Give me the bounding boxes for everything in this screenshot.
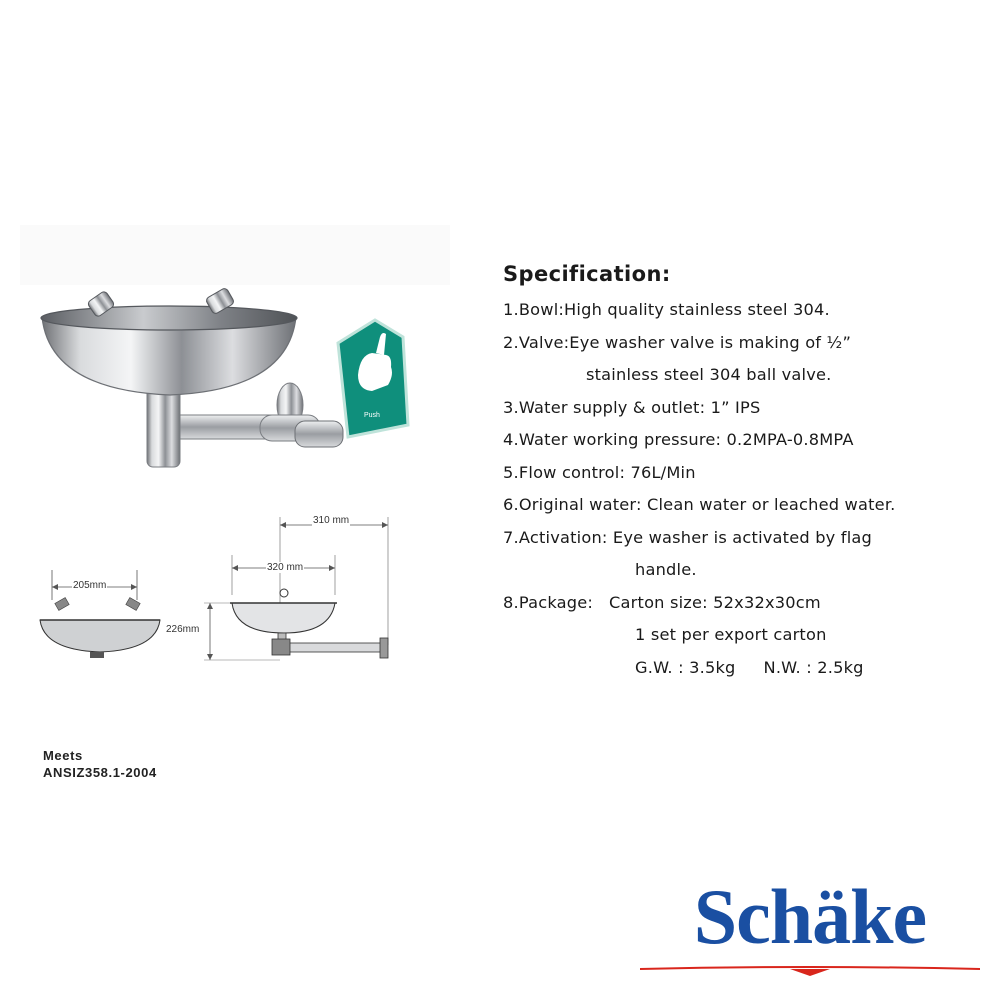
push-label: Push xyxy=(364,412,380,419)
brand-logo xyxy=(640,872,980,982)
spec-item-package: 8.Package: Carton size: 52x32x30cm xyxy=(503,592,821,612)
spec-item-valve: 2.Valve:Eye washer valve is making of ½” xyxy=(503,332,852,352)
spec-item-activation-cont: handle. xyxy=(635,560,697,579)
dimension-226: 226mm xyxy=(166,624,200,635)
eyewash-bowl-photo xyxy=(20,225,450,485)
front-view-drawing xyxy=(30,560,170,670)
spec-item-bowl: 1.Bowl:High quality stainless steel 304. xyxy=(503,300,830,319)
spec-item-package-weight: G.W. : 3.5kg N.W. : 2.5kg xyxy=(635,657,864,677)
spec-item-valve-cont: stainless steel 304 ball valve. xyxy=(586,365,832,384)
logo-underline-swoosh xyxy=(640,962,980,978)
dimension-205: 205mm xyxy=(73,580,107,591)
standard-note xyxy=(43,747,157,781)
spec-item-package-carton: 1 set per export carton xyxy=(635,625,827,644)
spec-item-water-supply: 3.Water supply & outlet: 1” IPS xyxy=(503,397,761,417)
dimension-310: 310 mm xyxy=(313,515,350,526)
dimension-320: 320 mm xyxy=(267,562,304,573)
brand-logo-text: Schäke xyxy=(693,873,927,960)
spec-item-original-water: 6.Original water: Clean water or leached water. xyxy=(503,495,896,514)
spec-item-activation: 7.Activation: Eye washer is activated by flag xyxy=(503,527,872,547)
spec-item-pressure: 4.Water working pressure: 0.2MPA-0.8MPA xyxy=(503,430,854,449)
spec-title: Specification: xyxy=(503,262,671,286)
standard-code: ANSIZ358.1-2004 xyxy=(43,765,157,780)
specification-block xyxy=(503,262,993,684)
meets-label: Meets xyxy=(43,748,83,763)
spec-item-flow: 5.Flow control: 76L/Min xyxy=(503,462,696,482)
side-view-drawing xyxy=(180,505,400,670)
